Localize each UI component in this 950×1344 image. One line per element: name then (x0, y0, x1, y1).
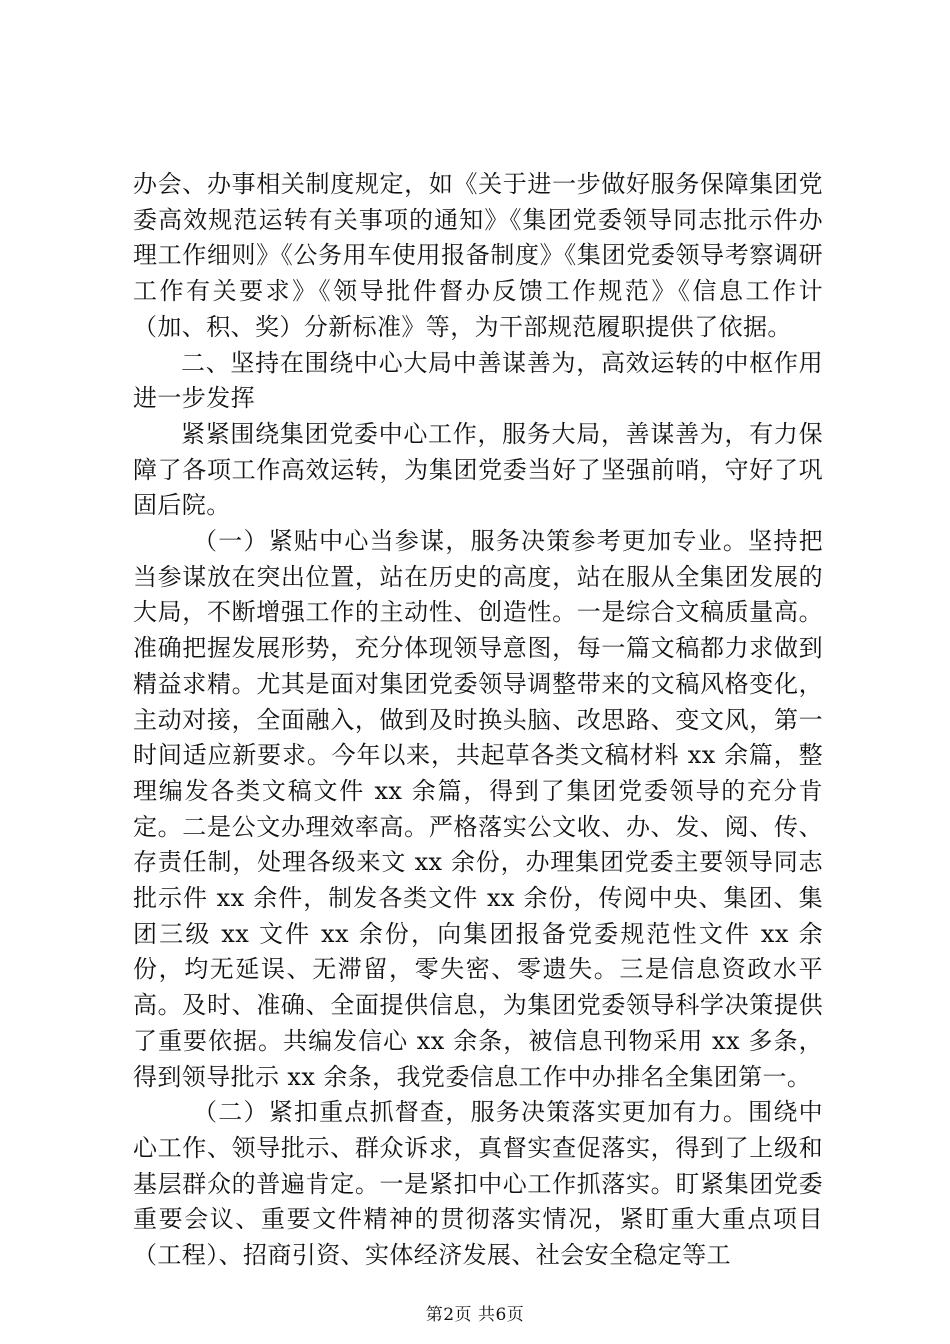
paragraph-4: （一）紧贴中心当参谋，服务决策参考更加专业。坚持把当参谋放在突出位置，站在历史的高度，站在服从全集团发展的大局，不断增强工作的主动性、创造性。一是综合文稿质量高。准确把握发展形势，充分体现领导意图，每一篇文稿都力求做到精益求精。尤其是面对集团党委领导调整带来的文稿风格变化，主动对接，全面融入，做到及时换头脑、改思路、变文风，第一时间适应新要求。今年以来，共起草各类文稿材料 xx 余篇，整理编发各类文稿文件 xx 余篇，得到了集团党委领导的充分肯定。二是公文办理效率高。严格落实公文收、办、发、阅、传、存责任制，处理各级来文 xx 余份，办理集团党委主要领导同志批示件 xx 余件，制发各类文件 xx 余份，传阅中央、集团、集团三级 xx 文件 xx 余份，向集团报备党委规范性文件 xx 余份，均无延误、无滞留，零失密、零遗失。三是信息资政水平高。及时、准确、全面提供信息，为集团党委领导科学决策提供了重要依据。共编发信心 xx 余条，被信息刊物采用 xx 多条，得到领导批示 xx 余条，我党委信息工作中办排名全集团第一。 (133, 527, 823, 1091)
paragraph-5: （二）紧扣重点抓督查，服务决策落实更加有力。围绕中心工作、领导批示、群众诉求，真督实查促落实，得到了上级和基层群众的普遍肯定。一是紧扣中心工作抓落实。盯紧集团党委重要会议、重要文件精神的贯彻落实情况，紧盯重大重点项目（工程）、招商引资、实体经济发展、社会安全稳定等工 (133, 1098, 823, 1270)
document-body (133, 167, 823, 1274)
section-heading-2: 二、坚持在围绕中心大局中善谋善为，高效运转的中枢作用进一步发挥 (133, 348, 823, 413)
page-number-footer: 第2页 共6页 (425, 1305, 525, 1325)
paragraph-1: 办会、办事相关制度规定，如《关于进一步做好服务保障集团党委高效规范运转有关事项的通知》《集团党委领导同志批示件办理工作细则》《公务用车使用报备制度》《集团党委领导考察调研工作有关要求》《领导批件督办反馈工作规范》《信息工作计（加、积、奖）分新标准》等，为干部规范履职提供了依据。 (133, 170, 823, 341)
paragraph-3: 紧紧围绕集团党委中心工作，服务大局，善谋善为，有力保障了各项工作高效运转，为集团党委当好了坚强前哨，守好了巩固后院。 (133, 419, 823, 520)
